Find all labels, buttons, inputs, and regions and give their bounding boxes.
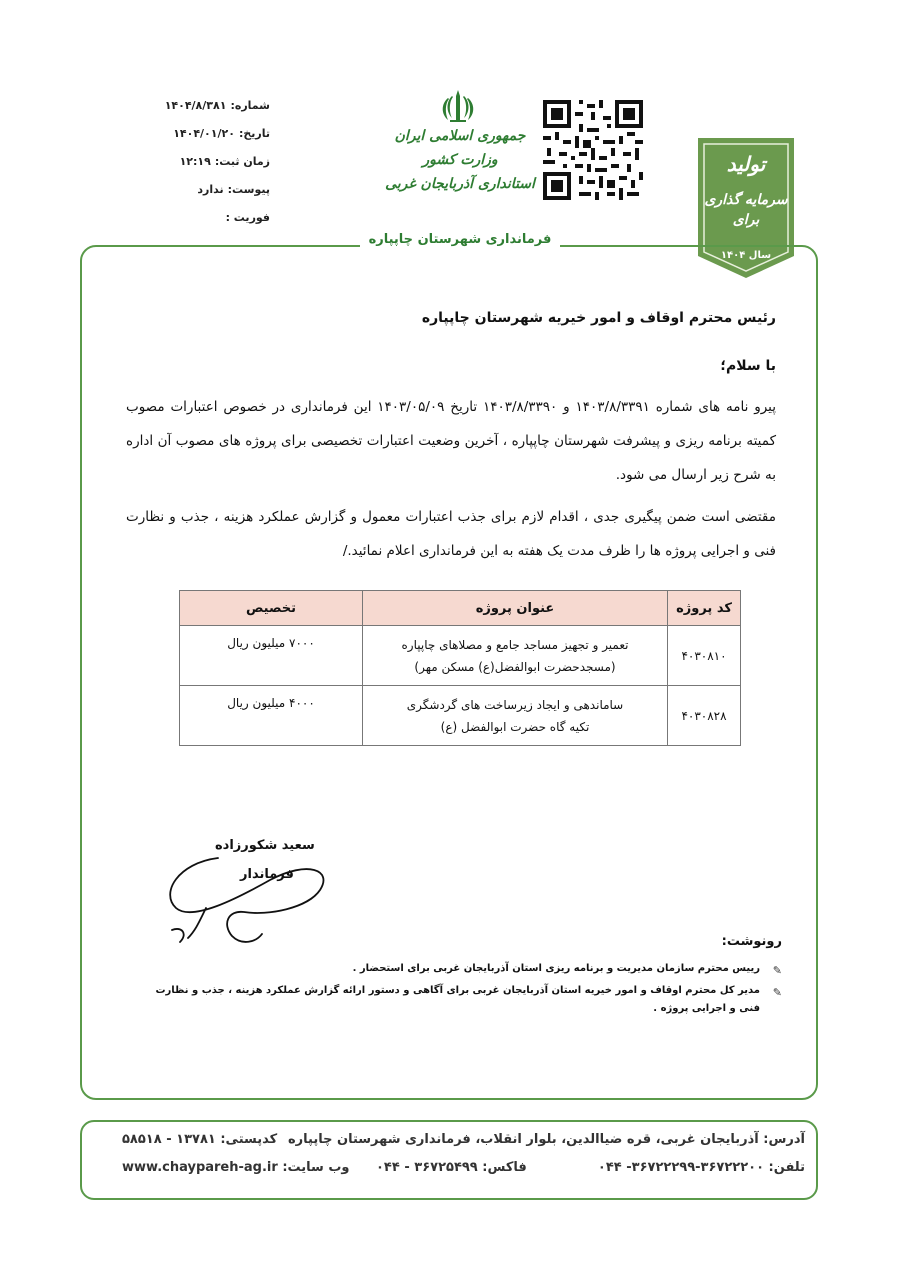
projects-table xyxy=(179,590,741,746)
footer-address: آدرس: آذربایجان غربی، قره ضیاالدین، بلوار انقلاب، فرمانداری شهرستان چاپپاره xyxy=(287,1132,805,1147)
letter-date: تاریخ:۱۴۰۴/۰۱/۲۰ xyxy=(173,127,270,140)
signatory-name: سعید شکورزاده xyxy=(215,838,315,853)
project-code: ۴۰۳۰۸۲۸ xyxy=(668,686,741,746)
footer-postal-code: کدپستی: ۱۳۷۸۱ - ۵۸۵۱۸ xyxy=(122,1132,278,1147)
letter-meta xyxy=(130,92,270,232)
project-allocation: ۴۰۰۰ میلیون ریال xyxy=(180,686,363,746)
project-title-line1: ساماندهی و ایجاد زیرساخت های گردشگری xyxy=(406,697,624,712)
header-province: استانداری آذربایجان غربی xyxy=(385,176,535,192)
governorate-title: فرمانداری شهرستان چاپپاره xyxy=(360,232,560,247)
government-header xyxy=(370,124,550,196)
cc-heading: رونوشت: xyxy=(721,934,782,949)
attachment: پیوست:ندارد xyxy=(197,183,270,196)
banner-line1: تولید xyxy=(726,152,766,176)
paragraph-2: مقتضی است ضمن پیگیری جدی ، اقدام لازم برای جذب اعتبارات معمول و گزارش عملکرد هزینه ، جذب و نظارت فنی و اجرایی پروژه ها را ظرف مدت یک هفته به این فرمانداری اعلام نمائید./ xyxy=(126,509,776,559)
recipient: رئیس محترم اوقاف و امور خیریه شهرستان چاپپاره xyxy=(421,310,776,326)
greeting: با سلام؛ xyxy=(720,358,776,374)
header-project-title: عنوان پروژه xyxy=(363,591,668,626)
iran-emblem-icon xyxy=(438,86,478,126)
header-project-code: کد پروژه xyxy=(668,591,741,626)
banner-line2: سرمایه گذاری برای xyxy=(704,192,788,228)
website-link[interactable]: www.chaypareh-ag.ir xyxy=(122,1160,278,1175)
header-allocation: تخصیص xyxy=(180,591,363,626)
project-title xyxy=(363,626,668,686)
pen-icon: ✎ xyxy=(772,986,782,999)
header-country: جمهوری اسلامی ایران xyxy=(394,128,526,144)
footer-fax: فاکس: ۳۶۷۲۵۴۹۹ - ۰۴۴ xyxy=(376,1160,527,1175)
table-row xyxy=(180,626,741,686)
qr-code xyxy=(543,100,643,200)
banner-year: سال ۱۴۰۴ xyxy=(720,250,772,261)
table-row xyxy=(180,686,741,746)
project-code: ۴۰۳۰۸۱۰ xyxy=(668,626,741,686)
registration-time: زمان ثبت:۱۲:۱۹ xyxy=(179,155,270,168)
paragraph-1: پیرو نامه های شماره ۱۴۰۳/۸/۳۳۹۱ و ۱۴۰۳/۸/۳۳۹۰ تاریخ ۱۴۰۳/۰۵/۰۹ این فرمانداری در خصوص اعتبارات مصوب کمیته برنامه ریزی و پیشرفت شهرستان چاپپاره ، آخرین وضعیت اعتبارات تخصیصی برای پروژه های مصوب آن اداره به شرح زیر ارسال می شود. xyxy=(126,399,776,483)
letter-number: شماره:۱۴۰۴/۸/۳۸۱ xyxy=(164,99,270,112)
handwritten-signature xyxy=(158,838,338,953)
cc-list xyxy=(132,960,782,1022)
table-header-row xyxy=(180,591,741,626)
pen-icon: ✎ xyxy=(772,964,782,977)
signatory-title: فرماندار xyxy=(240,867,294,882)
urgency: فوریت : xyxy=(225,211,270,224)
project-title xyxy=(363,686,668,746)
list-item: ✎ رییس محترم سازمان مدیریت و برنامه ریزی استان آذربایجان غربی برای استحضار . xyxy=(132,960,782,978)
website-label: وب سایت: xyxy=(282,1160,350,1175)
footer-website xyxy=(122,1160,350,1175)
footer-phone: تلفن: ۳۶۷۲۲۲۰۰-۳۶۷۲۲۲۹۹- ۰۴۴ xyxy=(597,1160,805,1175)
project-title-line2: تکیه گاه حضرت ابوالفضل (ع) xyxy=(440,719,590,734)
header-ministry: وزارت کشور xyxy=(422,152,498,168)
project-title-line1: تعمیر و تجهیز مساجد جامع و مصلاهای چاپپاره xyxy=(401,637,629,652)
project-title-line2: (مسجدحضرت ابوالفضل(ع) مسکن مهر) xyxy=(414,659,616,674)
list-item: ✎ مدیر کل محترم اوقاف و امور خیریه استان آذربایجان غربی برای آگاهی و دستور ارائه گزارش عملکرد هزینه ، جذب و نظارت فنی و اجرایی پروژه . xyxy=(155,985,782,1014)
project-allocation: ۷۰۰۰ میلیون ریال xyxy=(180,626,363,686)
